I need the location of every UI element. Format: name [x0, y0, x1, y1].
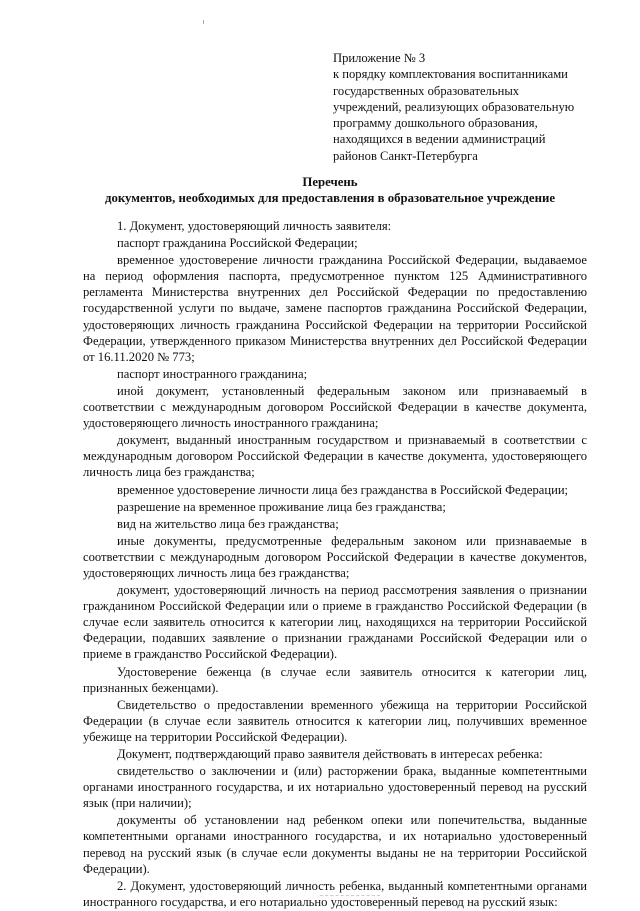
paragraph: иной документ, установленный федеральным законом или признаваемый в соответствии с международным договором Российской Федерации в качестве документа, удостоверяющего личность иностранного гражданина;	[83, 383, 587, 431]
annex-line: программу дошкольного образования,	[333, 116, 538, 131]
scan-speck	[203, 20, 204, 24]
paragraph: Удостоверение беженца (в случае если заявитель относится к категории лиц, признанных беженцами).	[83, 664, 587, 695]
scan-artifact	[320, 895, 380, 897]
paragraph: документ, выданный иностранным государством и признаваемый в соответствии с международным договором Российской Федерации в качестве документа, удостоверяющего личность лица без гражданства;	[83, 433, 587, 480]
document-heading	[60, 174, 600, 206]
paragraph: паспорт иностранного гражданина;	[117, 366, 308, 381]
paragraph: документы об установлении над ребенком опеки или попечительства, выданные компетентными органами иностранного государства, и их нотариально удостоверенный перевод на русский язык (в случае если документы выданы не на территории Российской Федерации).	[83, 813, 587, 876]
annex-line: Приложение № 3	[333, 51, 426, 65]
paragraph: временное удостоверение личности лица без гражданства в Российской Федерации;	[117, 482, 569, 497]
paragraph: 1. Документ, удостоверяющий личность заявителя:	[117, 219, 392, 233]
paragraph: Документ, подтверждающий право заявителя действовать в интересах ребенка:	[117, 747, 543, 761]
annex-line: учреждений, реализующих образовательную	[333, 99, 575, 114]
annex-header	[333, 50, 613, 164]
paragraph: Свидетельство о предоставлении временного убежища на территории Российской Федерации (в случае если заявитель относится к категории лиц, получивших временное убежище на территории Российской Федерации).	[83, 697, 587, 744]
paragraph: документ, удостоверяющий личность на период рассмотрения заявления о признании гражданином Российской Федерации или о приеме в гражданство Российской Федерации (в случае если заявитель относится к категории лиц, находящихся на территории Российской Федерации, подавших заявление о признании гражданами Российской Федерации или о приеме в гражданство Российской Федерации).	[83, 583, 587, 662]
paragraph: временное удостоверение личности гражданина Российской Федерации, выдаваемое на период оформления паспорта, предусмотренное пунктом 125 Административного регламента Министерства внутренних дел Российской Федерации по предоставлению государственной услуги по выдаче, замене паспортов гражданина Российской Федерации, удостоверяющих личность гражданина Российской Федерации на территории Российской Федерации, утвержденного приказом Министерства внутренних дел Российской Федерации от 16.11.2020 № 773;	[83, 253, 587, 364]
paragraph: 2. Документ, удостоверяющий личность ребенка, выданный компетентными органами иностранного государства, и его нотариально удостоверенный перевод на русский язык:	[83, 878, 587, 909]
heading-subtitle: документов, необходимых для предоставления в образовательное учреждение	[104, 191, 556, 205]
annex-line: к порядку комплектования воспитанниками	[333, 67, 568, 82]
annex-line: находящихся в ведении администраций	[333, 132, 546, 147]
paragraph: разрешение на временное проживание лица без гражданства;	[117, 499, 446, 514]
heading-title: Перечень	[302, 175, 358, 189]
paragraph: паспорт гражданина Российской Федерации;	[117, 236, 358, 251]
paragraph: иные документы, предусмотренные федеральным законом или признаваемые в соответствии с международным договором Российской Федерации в качестве документов, удостоверяющих личность лица без гражданства;	[83, 533, 587, 580]
annex-line: районов Санкт-Петербурга	[333, 148, 478, 163]
annex-line: государственных образовательных	[333, 83, 520, 98]
paragraph: вид на жительство лица без гражданства;	[117, 516, 339, 531]
document-body	[83, 218, 587, 911]
paragraph: свидетельство о заключении и (или) расторжении брака, выданные компетентными органами иностранного государства, и их нотариально удостоверенный перевод на русский язык (при наличии);	[83, 764, 587, 811]
